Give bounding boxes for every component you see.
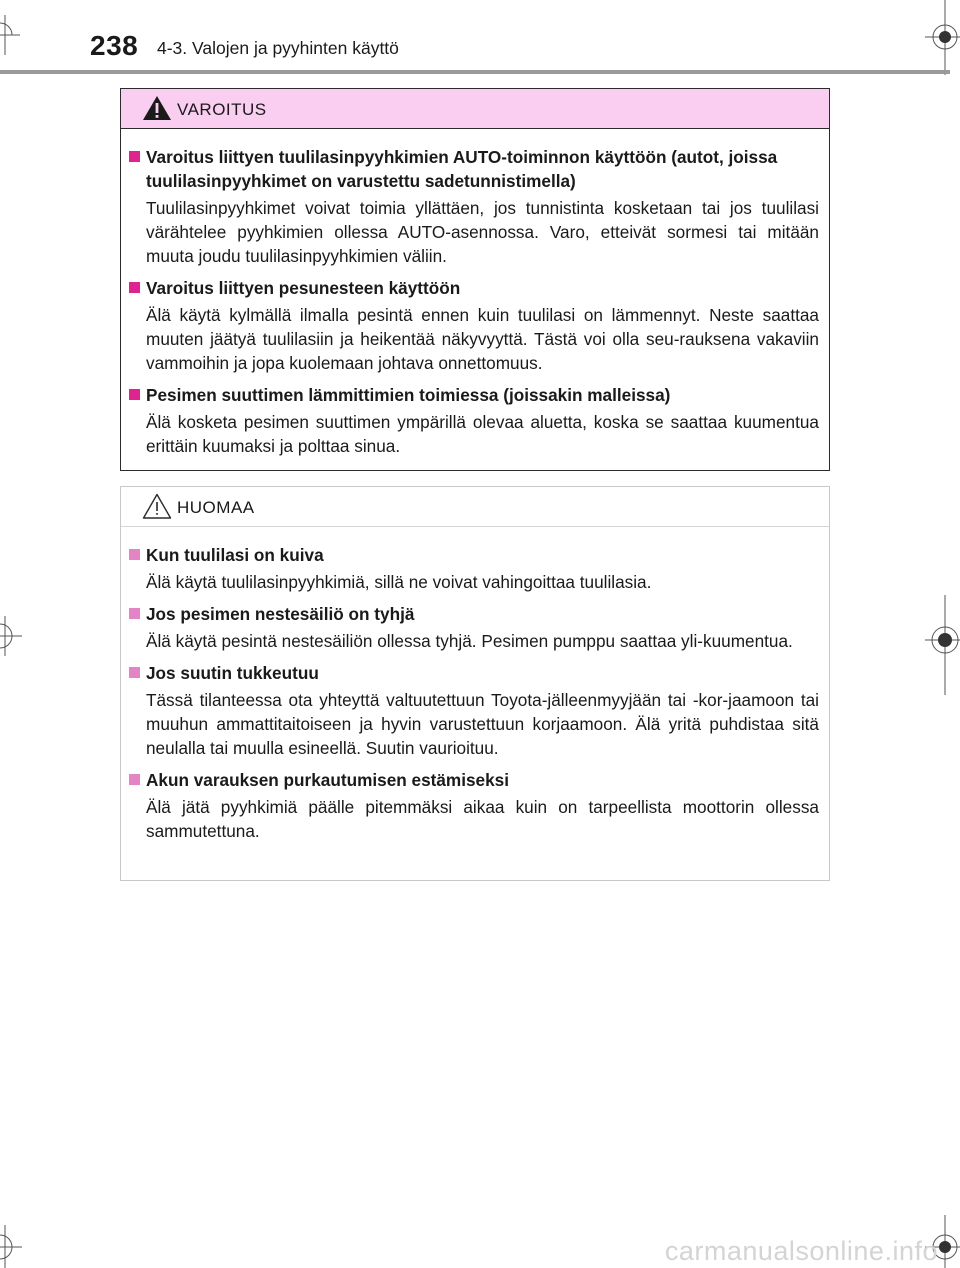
crop-mark-middle-left-icon <box>0 616 22 656</box>
warning-item-text: Tuulilasinpyyhkimet voivat toimia yllättäen, jos tunnistinta kosketaan tai jos tuulilasi värähtelee pyyhkimien ollessa AUTO-asennossa. Varo, etteivät sormesi tai mitään muuta joudu tuulilasinpyyhkimien väliin. <box>146 198 819 266</box>
warning-triangle-icon <box>141 94 173 122</box>
square-bullet-icon <box>129 608 140 619</box>
square-bullet-icon <box>129 282 140 293</box>
warning-header <box>121 89 829 129</box>
notice-box <box>120 486 830 881</box>
registration-mark-top-right-icon <box>925 0 960 75</box>
page-number: 238 <box>90 30 139 61</box>
notice-item-text: Älä jätä pyyhkimiä päälle pitemmäksi aikaa kuin on tarpeellista moottorin ollessa sammutettuna. <box>146 797 819 841</box>
square-bullet-icon <box>129 151 140 162</box>
notice-item-text: Tässä tilanteessa ota yhteyttä valtuutettuun Toyota-jälleenmyyjään tai -kor-jaamoon tai muuhun ammattitaitoiseen ja hyvin varustettuun korjaamoon. Älä yritä puhdistaa sitä neulalla tai muulla esineellä. Suutin vaurioituu. <box>146 690 819 758</box>
warning-label: VAROITUS <box>177 100 267 119</box>
notice-item <box>129 661 819 760</box>
watermark: carmanualsonline.info <box>664 1236 938 1266</box>
square-bullet-icon <box>129 389 140 400</box>
notice-item <box>129 543 819 594</box>
warning-item-text: Älä käytä kylmällä ilmalla pesintä ennen kuin tuulilasi on lämmennyt. Neste saattaa muuten jäätyä tuulilasiin ja heikentää näkyvyyttä. Tästä voi olla seu-rauksena vakaviin vammoihin ja jopa kuolemaan johtava onnettomuus. <box>146 305 819 373</box>
notice-body <box>121 527 829 843</box>
notice-item-text: Älä käytä tuulilasinpyyhkimiä, sillä ne voivat vahingoittaa tuulilasia. <box>146 572 652 592</box>
square-bullet-icon <box>129 549 140 560</box>
notice-item-title: Akun varauksen purkautumisen estämiseksi <box>129 768 819 792</box>
square-bullet-icon <box>129 774 140 785</box>
warning-item <box>129 383 819 458</box>
header-divider <box>0 70 950 74</box>
notice-item-title: Jos suutin tukkeutuu <box>129 661 819 685</box>
crop-mark-bottom-left-icon <box>0 1225 22 1268</box>
warning-box <box>120 88 830 471</box>
notice-item <box>129 602 819 653</box>
caution-triangle-outline-icon <box>141 492 173 520</box>
warning-body <box>121 129 829 458</box>
warning-item-title: Pesimen suuttimen lämmittimien toimiessa (joissakin malleissa) <box>129 383 819 407</box>
crop-mark-top-left-icon <box>0 15 20 55</box>
warning-item-text: Älä kosketa pesimen suuttimen ympärillä olevaa aluetta, koska se saattaa kuumentua erittäin kuumaksi ja polttaa sinua. <box>146 412 819 456</box>
notice-header <box>121 487 829 527</box>
section-title: 4-3. Valojen ja pyyhinten käyttö <box>157 38 399 58</box>
notice-item-title: Jos pesimen nestesäiliö on tyhjä <box>129 602 819 626</box>
warning-item-title: Varoitus liittyen tuulilasinpyyhkimien AUTO-toiminnon käyttöön (autot, joissa tuulilasinpyyhkimet on varustettu sadetunnistimella) <box>129 145 819 193</box>
registration-mark-middle-right-icon <box>925 595 960 695</box>
warning-item <box>129 145 819 268</box>
warning-item <box>129 276 819 375</box>
warning-item-title: Varoitus liittyen pesunesteen käyttöön <box>129 276 819 300</box>
notice-item <box>129 768 819 843</box>
square-bullet-icon <box>129 667 140 678</box>
notice-item-title: Kun tuulilasi on kuiva <box>129 543 819 567</box>
notice-item-text: Älä käytä pesintä nestesäiliön ollessa tyhjä. Pesimen pumppu saattaa yli-kuumentua. <box>146 631 793 651</box>
notice-label: HUOMAA <box>177 498 255 517</box>
